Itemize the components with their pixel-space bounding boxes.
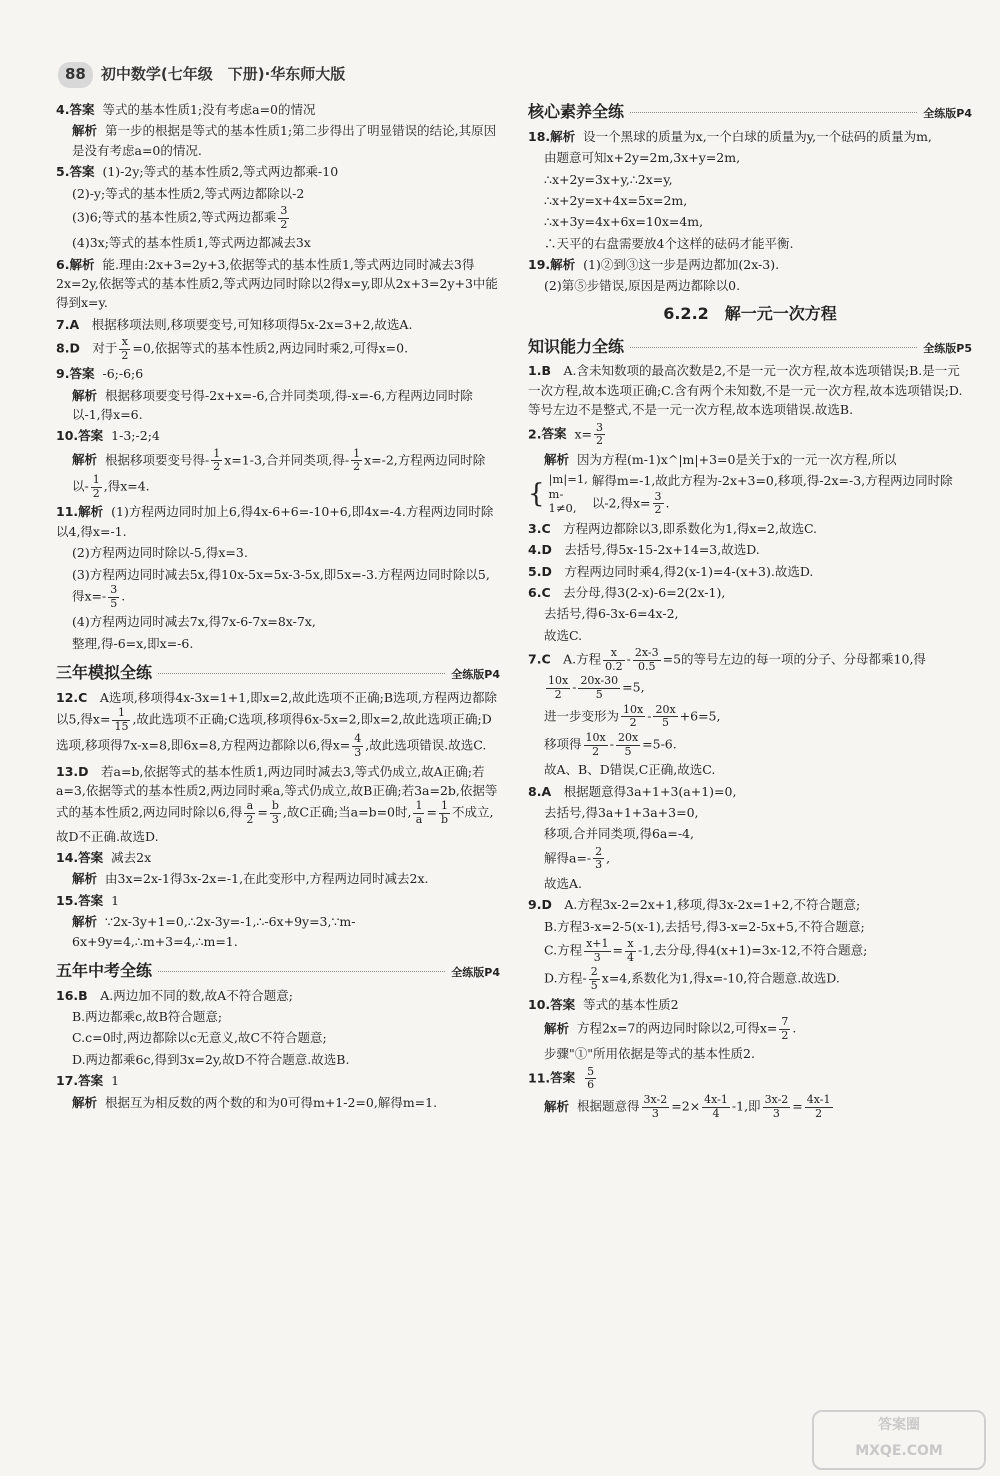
question-r2: 2.答案 x= $\frac{3}{2}$: [528, 420, 603, 448]
question-14-analysis: 解析 由3x=2x-1得3x-2x=-1,在此变形中,方程两边同时减去2x.: [72, 871, 429, 887]
question-r8-line: 解得a=- $\frac{2}{3}$ ,: [544, 844, 611, 872]
fraction: $\frac{3x-2}{3}$: [764, 1092, 789, 1120]
question-r2-analysis: 解析 因为方程(m-1)x^|m|+3=0是关于x的一元一次方程,所以: [544, 451, 897, 467]
question-18-line: ∴天平的右盘需要放4个这样的砝码才能平衡.: [544, 235, 794, 251]
question-r8-line: 去括号,得3a+1+3a+3=0,: [544, 804, 699, 820]
subsection-title: 6.2.2 解一元一次方程: [663, 303, 837, 323]
watermark-logo: 答案圈 MXQE.COM: [812, 1410, 986, 1470]
left-column: [56, 100, 500, 1114]
question-11: 11.解析 (1)方程两边同时加上6,得4x-6+6=-10+6,即4x=-4.方程两边同时除以4,得x=-1.: [56, 504, 494, 539]
fraction: $\frac{3x-2}{3}$: [643, 1092, 668, 1120]
question-r9-line: D.方程- $\frac{2}{5}$ x=4,系数化为1,得x=-10,符合题意.故选D.: [544, 965, 840, 993]
question-13: 13.D 若a=b,依据等式的基本性质1,两边同时减去3,等式仍成立,故A正确;若a=3,依据等式的基本性质2,两边同时乘a,等式仍成立,故B正确;若3a=2b,依据等式的基本性质2,两边同时除以6,得 $\frac{a}{2}$ = $\frac{b}{3}$ ,故C正确;当a=b=0时, $\frac{1}{a}$ = $\frac{1}{b}$ 不成立,故D不正确.故选D.: [56, 763, 498, 844]
question-r9: 9.D A.方程3x-2=2x+1,移项,得3x-2x=1+2,不符合题意;: [528, 897, 861, 913]
question-r8: 8.A 根据题意得3a+1+3(a+1)=0,: [528, 783, 737, 799]
question-4-analysis: 解析 第一步的根据是等式的基本性质1;第二步得出了明显错误的结论,其原因是没有考虑a=0的情况.: [72, 123, 497, 158]
fraction: $\frac{x}{0.2}$: [605, 646, 623, 673]
question-8: 8.D 对于 $\frac{x}{2}$ =0,依据等式的基本性质2,两边同时乘2,可得x=0.: [56, 335, 409, 362]
fraction: $\frac{20x}{5}$: [655, 702, 676, 730]
question-18-line: 由题意可知x+2y=2m,3x+y=2m,: [544, 150, 741, 166]
question-15-analysis: 解析 ∵2x-3y+1=0,∴2x-3y=-1,∴-6x+9y=3,∵m-6x+9y=4,∴m+3=4,∴m=1.: [72, 914, 356, 949]
fraction: $\frac{a}{2}$: [246, 799, 254, 827]
fraction: $\frac{10x}{2}$: [623, 702, 644, 730]
question-15: 15.答案 1: [56, 892, 120, 908]
question-16-line: B.两边都乘c,故B符合题意;: [72, 1009, 223, 1025]
page-number: 88: [58, 62, 93, 87]
fraction: $\frac{20x}{5}$: [617, 730, 639, 758]
fraction: $\frac{5}{6}$: [587, 1064, 595, 1092]
question-r4: 4.D 去括号,得5x-15-2x+14=3,故选D.: [528, 542, 760, 558]
fraction: $\frac{4x-1}{2}$: [806, 1092, 831, 1120]
question-4: 4.答案 等式的基本性质1;没有考虑a=0的情况: [56, 102, 316, 117]
question-r5: 5.D 方程两边同时乘4,得2(x-1)=4-(x+3).故选D.: [528, 563, 814, 579]
question-r7-line: 进一步变形为 $\frac{10x}{2}$ - $\frac{20x}{5}$ +6=5,: [544, 702, 721, 730]
question-r3: 3.C 方程两边都除以3,即系数化为1,得x=2,故选C.: [528, 520, 818, 536]
question-11-line: 整理,得-6=x,即x=-6.: [72, 635, 194, 651]
question-r9-line: B.方程3-x=2-5(x-1),去括号,得3-x=2-5x+5,不符合题意;: [544, 918, 865, 934]
fraction: $\frac{1}{2}$: [213, 446, 221, 474]
fraction: $\frac{1}{2}$: [92, 473, 100, 500]
fraction: $\frac{1}{b}$: [440, 799, 448, 827]
fraction: $\frac{2x-3}{0.5}$: [634, 646, 659, 673]
question-7: 7.A 根据移项法则,移项要变号,可知移项得5x-2x=3+2,故选A.: [56, 316, 413, 332]
question-16-line: C.c=0时,两边都除以c无意义,故C不符合题意;: [72, 1030, 327, 1046]
question-18: 18.解析 设一个黑球的质量为x,一个白球的质量为y,一个砝码的质量为m,: [528, 128, 932, 144]
question-5-line: (3)6;等式的基本性质2,等式两边都乘 $\frac{3}{2}$: [72, 203, 288, 231]
question-11-line: (2)方程两边同时除以-5,得x=3.: [72, 545, 248, 561]
question-19: 19.解析 (1)②到③这一步是两边都加(2x-3).: [528, 257, 780, 273]
question-r7-line: 故A、B、D错误,C正确,故选C.: [544, 762, 716, 778]
fraction: $\frac{x}{4}$: [627, 937, 634, 964]
question-r2-system: { |m|=1, m-1≠0, 解得m=-1,故此方程为-2x+3=0,移项,得-2x=-3,方程两边同时除以-2,得x= $\frac{3}{2}$ .: [528, 471, 953, 517]
question-17-analysis: 解析 根据互为相反数的两个数的和为0可得m+1-2=0,解得m=1.: [72, 1094, 438, 1110]
fraction: $\frac{10x}{2}$: [548, 674, 569, 701]
question-r1: 1.B A.含未知数项的最高次数是2,不是一元一次方程,故本选项错误;B.是一元一次方程,故本选项正确;C.含有两个未知数,不是一元一次方程,故本选项错误;D.等号左边不是整式,不是一元一次方程,故本选项错误.故选B.: [528, 363, 963, 418]
section-header-knowledge: 知识能力全练 全练版P5: [528, 336, 972, 356]
fraction: $\frac{2}{5}$: [590, 965, 598, 993]
fraction: $\frac{4x-1}{4}$: [704, 1092, 728, 1120]
fraction: $\frac{10x}{2}$: [585, 730, 606, 758]
question-r6-line: 故选C.: [544, 627, 583, 643]
question-5: 5.答案 (1)-2y;等式的基本性质2,等式两边都乘-10: [56, 164, 339, 180]
fraction: $\frac{2}{3}$: [595, 844, 603, 872]
question-r7-line: $\frac{10x}{2}$ - $\frac{20x-30}{5}$ =5,: [548, 674, 645, 701]
question-18-line: ∴x+2y=3x+y,∴2x=y,: [544, 171, 673, 187]
question-9-analysis: 解析 根据移项要变号得-2x+x=-6,合并同类项,得-x=-6,方程两边同时除以-1,得x=6.: [72, 387, 473, 423]
question-14: 14.答案 减去2x: [56, 850, 152, 866]
page-header: [58, 62, 345, 88]
question-r8-line: 移项,合并同类项,得6a=-4,: [544, 826, 694, 842]
fraction: $\frac{b}{3}$: [271, 799, 279, 827]
fraction: $\frac{1}{15}$: [114, 706, 129, 733]
fraction: $\frac{1}{a}$: [415, 799, 423, 827]
question-r6: 6.C 去分母,得3(2-x)-6=2(2x-1),: [528, 584, 726, 600]
fraction: $\frac{4}{3}$: [354, 732, 362, 759]
question-18-line: ∴x+3y=4x+6x=10x=4m,: [544, 214, 704, 230]
question-r10: 10.答案 等式的基本性质2: [528, 996, 679, 1012]
question-11-line: (4)方程两边同时减去7x,得7x-6-7x=8x-7x,: [72, 614, 316, 630]
question-r11: 11.答案 $\frac{5}{6}$: [528, 1064, 595, 1092]
fraction: $\frac{3}{2}$: [280, 203, 288, 231]
question-16: 16.B A.两边加不同的数,故A不符合题意;: [56, 987, 293, 1003]
question-17: 17.答案 1: [56, 1073, 120, 1089]
question-19-line: (2)第⑤步错误,原因是两边都除以0.: [544, 278, 741, 294]
fraction: $\frac{7}{2}$: [781, 1015, 789, 1042]
fraction: $\frac{1}{2}$: [353, 446, 361, 474]
question-r11-analysis: 解析 根据题意得 $\frac{3x-2}{3}$ =2× $\frac{4x-1}{4}$ -1,即 $\frac{3x-2}{3}$ = $\frac{4x-1}{2}$: [544, 1092, 831, 1120]
question-r9-line: C.方程 $\frac{x+1}{3}$ = $\frac{x}{4}$ -1,去分母,得4(x+1)=3x-12,不符合题意;: [544, 937, 868, 964]
fraction: $\frac{3}{2}$: [654, 489, 662, 517]
fraction: $\frac{x}{2}$: [121, 335, 129, 362]
question-10: 10.答案 1-3;-2;4: [56, 428, 160, 444]
question-9: 9.答案 -6;-6;6: [56, 366, 144, 382]
question-r7-line: 移项得 $\frac{10x}{2}$ - $\frac{20x}{5}$ =5-6.: [544, 730, 677, 758]
question-r10-line: 步骤"①"所用依据是等式的基本性质2.: [544, 1046, 755, 1062]
question-5-line: (2)-y;等式的基本性质2,等式两边都除以-2: [72, 185, 305, 201]
section-header-three-year: 三年模拟全练 全练版P4: [56, 662, 500, 682]
fraction: $\frac{20x-30}{5}$: [580, 674, 619, 701]
question-16-line: D.两边都乘6c,得到3x=2y,故D不符合题意.故选B.: [72, 1051, 350, 1067]
question-r8-line: 故选A.: [544, 875, 583, 891]
question-r10-analysis: 解析 方程2x=7的两边同时除以2,可得x= $\frac{7}{2}$ .: [544, 1015, 797, 1042]
fraction: $\frac{3}{5}$: [110, 582, 118, 610]
question-r7: 7.C A.方程 $\frac{x}{0.2}$ - $\frac{2x-3}{0.5}$ =5的等号左边的每一项的分子、分母都乘10,得: [528, 646, 926, 673]
right-column: [528, 100, 972, 1122]
fraction: $\frac{3}{2}$: [596, 420, 603, 448]
question-10-analysis: 解析 根据移项要变号得- $\frac{1}{2}$ x=1-3,合并同类项,得- $\frac{1}{2}$ x=-2,方程两边同时除以- $\frac{1}{2}$ ,得x=4.: [72, 446, 486, 500]
question-r6-line: 去括号,得6-3x-6=4x-2,: [544, 606, 679, 622]
section-header-five-year: 五年中考全练 全练版P4: [56, 960, 500, 980]
question-5-line: (4)3x;等式的基本性质1,等式两边都减去3x: [72, 235, 311, 251]
question-6: 6.解析 能.理由:2x+3=2y+3,依据等式的基本性质1,等式两边同时减去3得2x=2y,依据等式的基本性质2,等式两边同时除以2得x=y,即从2x+3=2y+3中能得到x=y.: [56, 256, 498, 311]
fraction: $\frac{x+1}{3}$: [586, 937, 609, 964]
question-18-line: ∴x+2y=x+4x=5x=2m,: [544, 192, 688, 208]
section-header-core: 核心素养全练 全练版P4: [528, 102, 972, 121]
question-11-line: (3)方程两边同时减去5x,得10x-5x=5x-3-5x,即5x=-3.方程两边同时除以5,得x=- $\frac{3}{5}$ .: [72, 566, 490, 610]
book-title: 初中数学(七年级 下册)·华东师大版: [100, 65, 346, 84]
question-12: 12.C A选项,移项得4x-3x=1+1,即x=2,故此选项不正确;B选项,方程两边都除以5,得x= $\frac{1}{15}$ ,故此选项不正确;C选项,移项得6x-5x=2,即x=2,故此选项正确;D选项,移项得7x-x=8,即6x=8,方程两边都除以6,得x= $\frac{4}{3}$ ,故此选项错误.故选C.: [56, 689, 498, 759]
